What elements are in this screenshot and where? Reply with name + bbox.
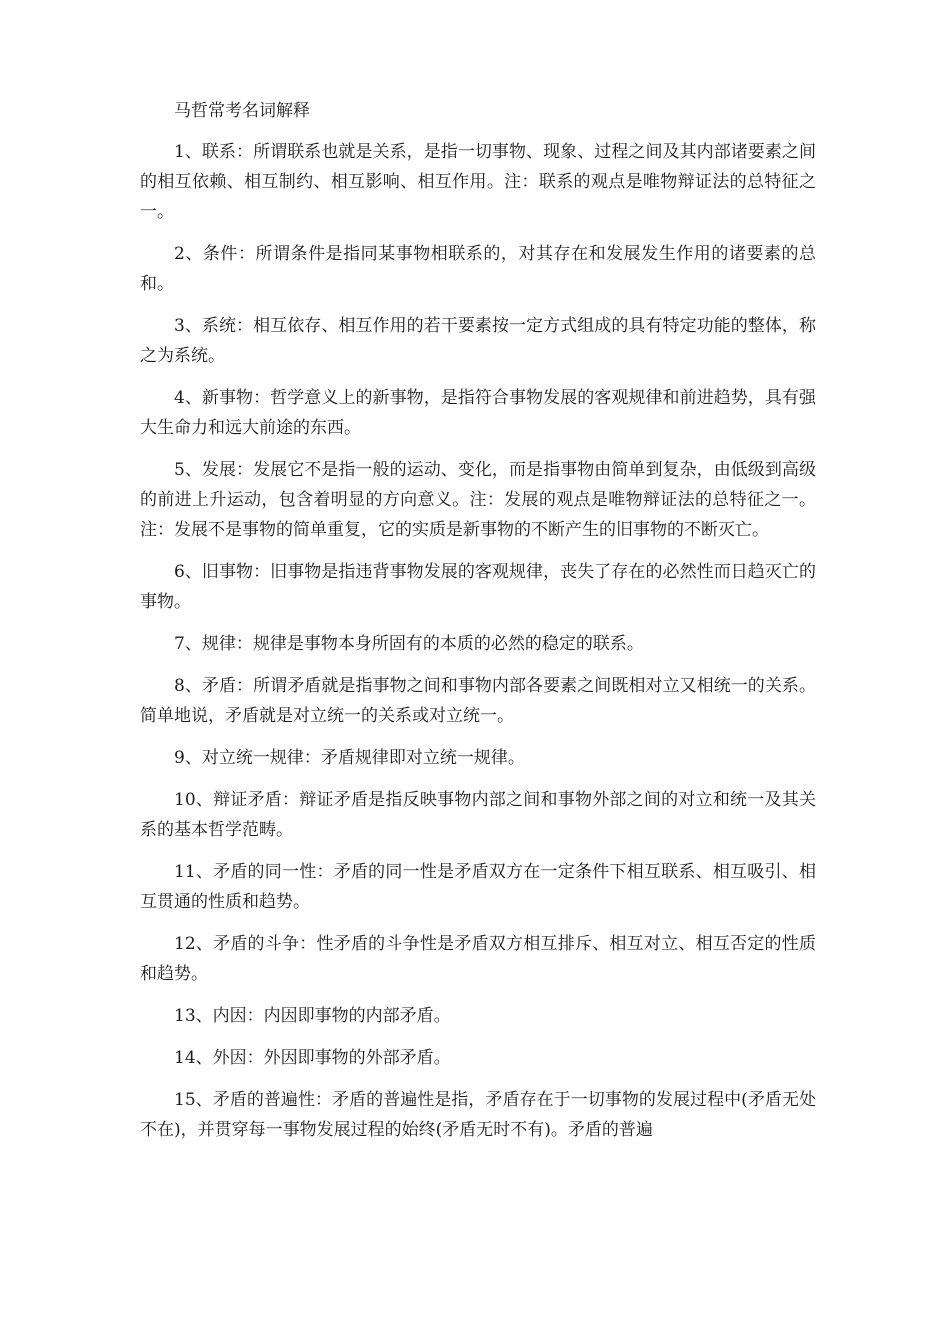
paragraph-11: 11、矛盾的同一性：矛盾的同一性是矛盾双方在一定条件下相互联系、相互吸引、相互贯通的性质和趋势。 <box>140 862 816 912</box>
paragraph-6: 6、旧事物：旧事物是指违背事物发展的客观规律，丧失了存在的必然性而日趋灭亡的事物。 <box>140 562 816 612</box>
paragraph-14: 14、外因：外因即事物的外部矛盾。 <box>174 1048 451 1068</box>
paragraph-5: 5、发展：发展它不是指一般的运动、变化，而是指事物由简单到复杂，由低级到高级的前进上升运动，包含着明显的方向意义。注：发展的观点是唯物辩证法的总特征之一。注：发展不是事物的简单重复，它的实质是新事物的不断产生的旧事物的不断灭亡。 <box>140 460 816 540</box>
paragraph-4: 4、新事物：哲学意义上的新事物，是指符合事物发展的客观规律和前进趋势，具有强大生命力和远大前途的东西。 <box>140 388 816 438</box>
paragraph-9: 9、对立统一规律：矛盾规律即对立统一规律。 <box>174 748 525 768</box>
paragraph-2: 2、条件：所谓条件是指同某事物相联系的，对其存在和发展发生作用的诸要素的总和。 <box>140 244 816 294</box>
paragraph-10: 10、辩证矛盾：辩证矛盾是指反映事物内部之间和事物外部之间的对立和统一及其关系的基本哲学范畴。 <box>140 790 816 840</box>
paragraph-15: 15、矛盾的普遍性：矛盾的普遍性是指，矛盾存在于一切事物的发展过程中(矛盾无处不在)，并贯穿每一事物发展过程的始终(矛盾无时不有)。矛盾的普遍 <box>140 1090 816 1140</box>
paragraph-8: 8、矛盾：所谓矛盾就是指事物之间和事物内部各要素之间既相对立又相统一的关系。简单地说，矛盾就是对立统一的关系或对立统一。 <box>140 676 816 726</box>
paragraph-13: 13、内因：内因即事物的内部矛盾。 <box>174 1006 451 1026</box>
document-title: 马哲常考名词解释 <box>174 101 310 121</box>
paragraph-3: 3、系统：相互依存、相互作用的若干要素按一定方式组成的具有特定功能的整体，称之为系统。 <box>140 316 816 366</box>
paragraph-7: 7、规律：规律是事物本身所固有的本质的必然的稳定的联系。 <box>174 634 644 654</box>
paragraph-12: 12、矛盾的斗争：性矛盾的斗争性是矛盾双方相互排斥、相互对立、相互否定的性质和趋势。 <box>140 934 816 984</box>
paragraph-1: 1、联系：所谓联系也就是关系，是指一切事物、现象、过程之间及其内部诸要素之间的相互依赖、相互制约、相互影响、相互作用。注：联系的观点是唯物辩证法的总特征之一。 <box>140 142 816 222</box>
document-page <box>140 96 816 1157</box>
